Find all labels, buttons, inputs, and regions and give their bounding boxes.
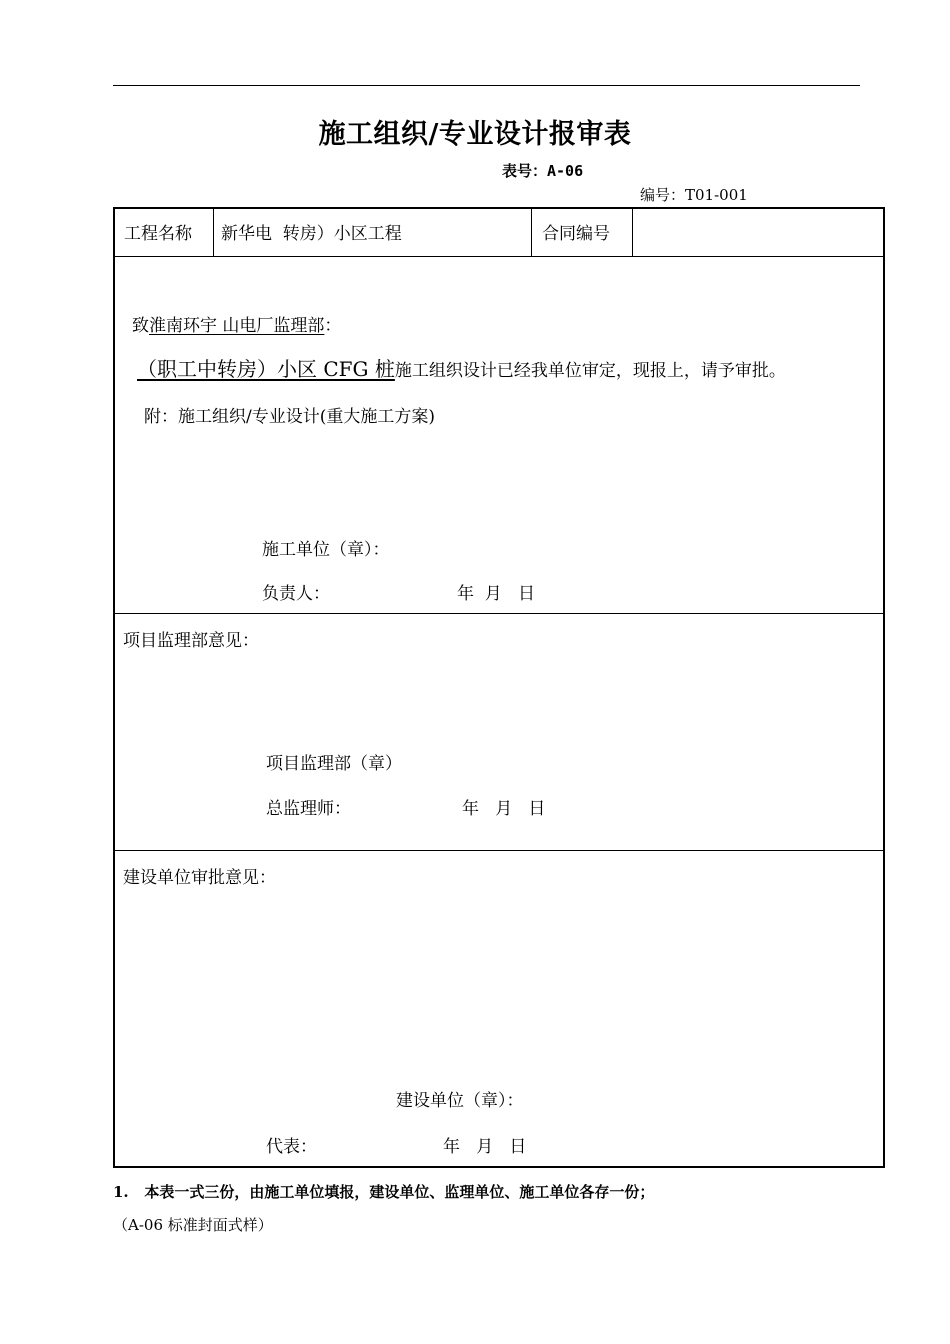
salutation-prefix: 致 [132, 316, 149, 336]
contractor-seal-label: 施工单位（章）： [262, 540, 390, 560]
form-number: 表号：A-06 [502, 162, 584, 180]
submission-date: 年 月 日 [457, 584, 536, 604]
responsible-person-label: 负责人： [262, 584, 330, 604]
header-row-bottom-rule [113, 256, 885, 257]
representative-label: 代表： [266, 1137, 317, 1157]
salutation [132, 311, 341, 336]
salutation-suffix: ： [324, 316, 342, 336]
attachment-note: 附：施工组织/专业设计(重大施工方案) [144, 407, 435, 427]
form-table [113, 207, 885, 1168]
salutation-recipient: 淮南环宇 山电厂监理部 [149, 316, 325, 336]
header-divider-1 [213, 207, 214, 257]
supervision-date: 年 月 日 [462, 799, 546, 819]
top-rule [113, 85, 860, 86]
project-underlined: （职工中转房）小区 CFG 桩 [137, 357, 395, 381]
chief-supervisor-label: 总监理师： [266, 799, 351, 819]
page-title: 施工组织/专业设计报审表 [318, 119, 632, 150]
owner-opinion-label: 建设单位审批意见： [123, 868, 276, 888]
submission-statement-line [137, 353, 786, 382]
header-divider-2 [531, 207, 532, 257]
project-name-value: 新华电 转房）小区工程 [221, 224, 402, 244]
contract-number-label: 合同编号 [542, 224, 610, 244]
supervision-opinion-label: 项目监理部意见： [123, 631, 259, 651]
sample-label: （A-06 标准封面式样） [113, 1216, 273, 1234]
supervision-seal-label: 项目监理部（章） [266, 754, 402, 774]
submission-statement: 施工组织设计已经我单位审定，现报上，请予审批。 [394, 361, 786, 381]
submission-section-bottom-rule [113, 613, 885, 614]
header-divider-3 [632, 207, 633, 257]
serial-number: 编号：T01-001 [640, 186, 748, 204]
owner-seal-label: 建设单位（章）： [396, 1091, 524, 1111]
owner-date: 年 月 日 [443, 1137, 527, 1157]
supervision-section-bottom-rule [113, 850, 885, 851]
project-name-label: 工程名称 [124, 224, 192, 244]
footer-note: 1. 本表一式三份，由施工单位填报，建设单位、监理单位、施工单位各存一份； [113, 1183, 655, 1201]
